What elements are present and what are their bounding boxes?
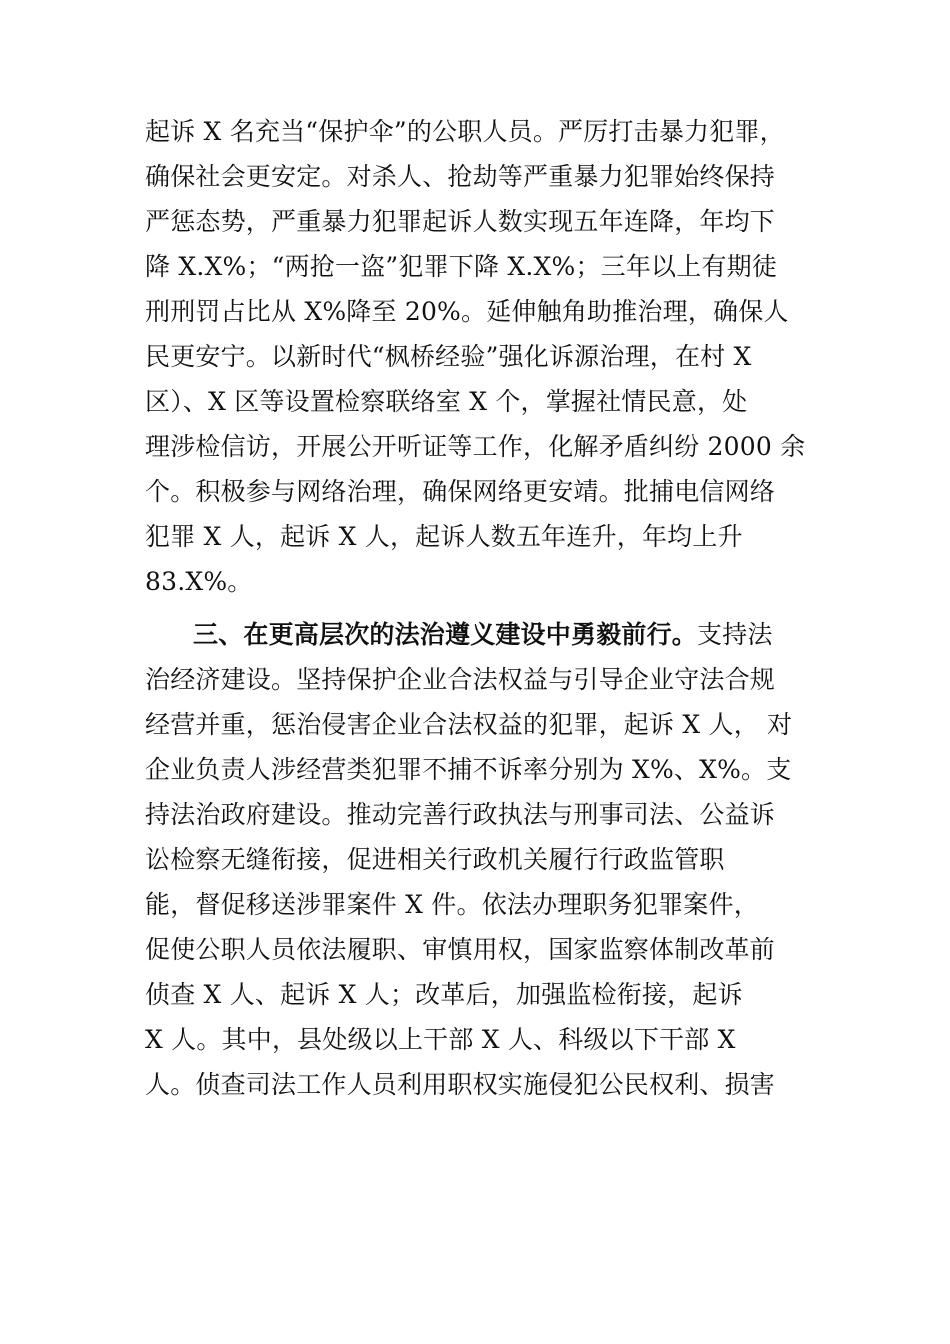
text-line: 83.X%。 xyxy=(145,567,253,596)
text-line: X 人。其中，县处级以上干部 X 人、科级以下干部 X xyxy=(145,1025,736,1054)
text-line: 企业负责人涉经营类犯罪不捕不诉率分别为 X%、X%。支 xyxy=(145,755,792,784)
section-heading: 三、在更高层次的法治遵义建设中勇毅前行。 xyxy=(193,620,698,649)
text-line: 讼检察无缝衔接，促进相关行政机关履行行政监管职 xyxy=(145,845,725,874)
text-line: 能，督促移送涉罪案件 X 件。依法办理职务犯罪案件， xyxy=(145,890,759,919)
section-heading-line xyxy=(193,620,773,650)
text-line: 经营并重，惩治侵害企业合法权益的犯罪，起诉 X 人， 对 xyxy=(145,710,793,739)
text-line: 持法治政府建设。推动完善行政执法与刑事司法、公益诉 xyxy=(145,800,776,829)
text-line: 促使公职人员依法履职、审慎用权，国家监察体制改革前 xyxy=(145,935,776,964)
text-line: 起诉 X 名充当“保护伞”的公职人员。严厉打击暴力犯罪， xyxy=(145,117,785,146)
text-line: 人。侦查司法工作人员利用职权实施侵犯公民权利、损害 xyxy=(145,1070,776,1099)
text-line: 刑刑罚占比从 X%降至 20%。延伸触角助推治理，确保人 xyxy=(145,297,789,326)
text-line: 降 X.X%；“两抢一盗”犯罪下降 X.X%；三年以上有期徒 xyxy=(145,252,778,281)
text-line: 侦查 X 人、起诉 X 人；改革后，加强监检衔接，起诉 xyxy=(145,980,743,1009)
text-line: 确保社会更安定。对杀人、抢劫等严重暴力犯罪始终保持 xyxy=(145,162,776,191)
text-line: 治经济建设。坚持保护企业合法权益与引导企业守法合规 xyxy=(145,665,776,694)
text-line: 理涉检信访，开展公开听证等工作，化解矛盾纠纷 2000 余 xyxy=(145,432,806,461)
text-line: 严惩态势，严重暴力犯罪起诉人数实现五年连降，年均下 xyxy=(145,207,776,236)
text-line: 民更安宁。以新时代“枫桥经验”强化诉源治理，在村 X xyxy=(145,342,752,371)
text-line: 区）、X 区等设置检察联络室 X 个，掌握社情民意，处 xyxy=(145,387,748,416)
text-line: 个。积极参与网络治理，确保网络更安靖。批捕电信网络 xyxy=(145,477,776,506)
section-heading-tail: 支持法 xyxy=(697,620,773,649)
text-line: 犯罪 X 人，起诉 X 人，起诉人数五年连升，年均上升 xyxy=(145,522,743,551)
